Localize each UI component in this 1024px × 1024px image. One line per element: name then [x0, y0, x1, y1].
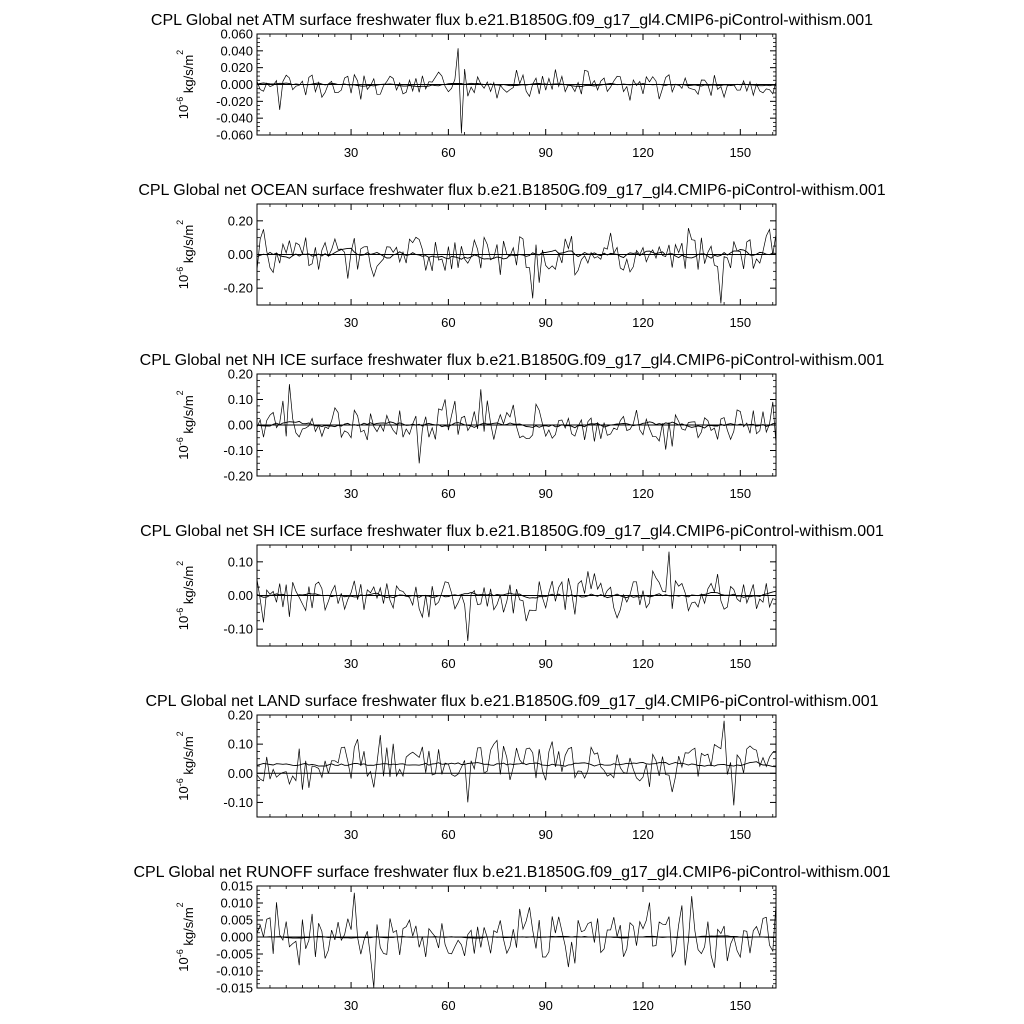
y-tick-label: -0.010	[216, 963, 253, 979]
panel-title: CPL Global net NH ICE surface freshwater flux b.e21.B1850G.f09_g17_gl4.CMIP6-piControl-withism.001	[139, 352, 885, 369]
x-tick-label: 90	[538, 145, 553, 160]
y-tick-label: 0.010	[220, 895, 253, 911]
y-tick-label: -0.20	[223, 280, 253, 296]
y-axis-label: $10^{-6}$ $kg/s/m^2$	[175, 731, 196, 801]
y-tick-label: 0.00	[227, 588, 253, 603]
y-tick-label: 0.040	[220, 43, 253, 59]
x-tick-label: 60	[441, 998, 456, 1013]
y-tick-label: -0.10	[223, 443, 253, 458]
x-tick-label: 150	[729, 486, 752, 501]
x-tick-label: 30	[343, 315, 359, 330]
y-tick-label: 0.000	[220, 77, 253, 92]
x-tick-label: 60	[441, 827, 456, 842]
y-tick-label: -0.10	[223, 621, 253, 637]
y-tick-label: 0.000	[220, 929, 253, 945]
panel-title: CPL Global net RUNOFF surface freshwater flux b.e21.B1850G.f09_g17_gl4.CMIP6-piControl-withism.001	[133, 864, 891, 881]
y-tick-label: -0.040	[216, 110, 253, 126]
x-tick-label: 60	[441, 145, 456, 160]
x-tick-label: 120	[632, 486, 654, 501]
y-tick-label: 0.10	[227, 736, 253, 752]
y-tick-label: 0.020	[220, 60, 253, 76]
x-tick-label: 90	[538, 315, 553, 330]
x-tick-label: 30	[343, 656, 359, 671]
panel-title: CPL Global net OCEAN surface freshwater flux b.e21.B1850G.f09_g17_gl4.CMIP6-piControl-withism.001	[138, 182, 886, 199]
x-tick-label: 30	[343, 827, 359, 842]
panel-title: CPL Global net ATM surface freshwater flux b.e21.B1850G.f09_g17_gl4.CMIP6-piControl-withism.001	[150, 12, 874, 29]
y-tick-label: 0.015	[220, 878, 253, 894]
x-tick-label: 150	[729, 998, 752, 1013]
x-tick-label: 30	[343, 145, 359, 160]
x-tick-label: 90	[538, 827, 553, 842]
x-tick-label: 90	[538, 998, 553, 1013]
x-tick-label: 60	[441, 656, 456, 671]
panel-title: CPL Global net SH ICE surface freshwater flux b.e21.B1850G.f09_g17_gl4.CMIP6-piControl-withism.001	[140, 523, 884, 540]
y-tick-label: -0.015	[216, 980, 253, 996]
panel-title: CPL Global net LAND surface freshwater flux b.e21.B1850G.f09_g17_gl4.CMIP6-piControl-withism.001	[145, 693, 879, 710]
x-tick-label: 120	[632, 656, 654, 671]
y-tick-label: 0.10	[227, 554, 253, 570]
x-tick-label: 150	[729, 145, 752, 160]
y-tick-label: 0.060	[220, 26, 253, 42]
x-tick-label: 120	[632, 827, 654, 842]
y-tick-label: 0.00	[227, 417, 253, 433]
y-axis-label: $10^{-6}$ $kg/s/m^2$	[175, 902, 196, 972]
x-tick-label: 150	[729, 315, 752, 330]
y-tick-label: 0.20	[227, 366, 253, 382]
y-axis-label: $10^{-6}$ $kg/s/m^2$	[175, 560, 196, 631]
y-tick-label: 0.00	[227, 765, 253, 781]
y-tick-label: 0.10	[227, 392, 253, 407]
y-tick-label: 0.005	[220, 912, 253, 928]
x-tick-label: 120	[632, 998, 654, 1013]
x-tick-label: 30	[343, 998, 359, 1013]
y-axis-label: $10^{-6}$ $kg/s/m^2$	[175, 390, 196, 460]
x-tick-label: 60	[441, 486, 456, 501]
x-tick-label: 90	[538, 486, 553, 501]
y-tick-label: -0.020	[216, 93, 253, 109]
x-tick-label: 150	[729, 827, 752, 842]
y-tick-label: -0.005	[216, 946, 253, 962]
y-tick-label: 0.00	[227, 247, 253, 262]
y-tick-label: -0.060	[216, 127, 253, 143]
x-tick-label: 30	[343, 486, 359, 501]
x-tick-label: 60	[441, 315, 456, 330]
x-tick-label: 120	[632, 145, 654, 160]
x-tick-label: 90	[538, 656, 553, 671]
y-tick-label: -0.20	[223, 468, 253, 484]
x-tick-label: 120	[632, 315, 654, 330]
y-tick-label: 0.20	[227, 707, 253, 723]
x-tick-label: 150	[729, 656, 752, 671]
y-axis-label: $10^{-6}$ $kg/s/m^2$	[175, 49, 196, 120]
y-axis-label: $10^{-6}$ $kg/s/m^2$	[175, 219, 196, 290]
y-tick-label: 0.20	[227, 213, 253, 229]
y-tick-label: -0.10	[223, 794, 253, 810]
